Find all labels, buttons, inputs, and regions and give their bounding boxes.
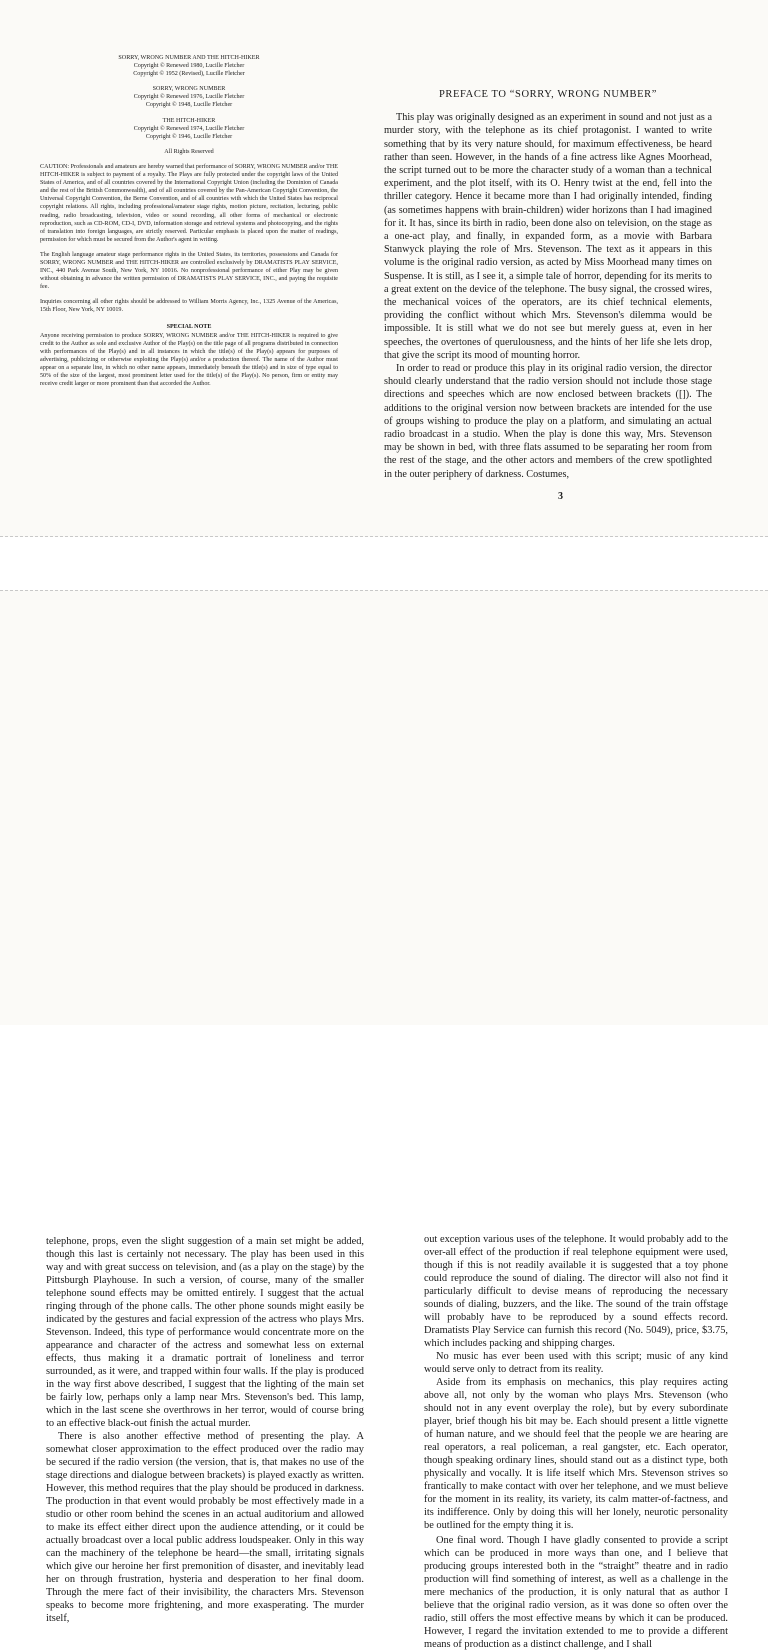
- copyright-line: Copyright © 1946, Lucille Fletcher: [145, 133, 233, 140]
- preface-continued-left: [46, 1235, 364, 1625]
- special-note-paragraph: Anyone receiving permission to produce SORRY, WRONG NUMBER and/or THE HITCH-HIKER is required to give credit to the Author as sole and exclusive Author of the Play(s) on the title page of all programs distributed in connection with performances of the Play(s) and in all instances in which the title(s) of the Play(s) appears for purposes of advertising, publicizing or otherwise exploiting the Play(s) and/or a production thereof. The name of the Author must appear on a separate line, in which no other name appears, immediately beneath the title(s) and in size of type equal to 50% of the size of the largest, most prominent letter used for the title(s) of the Play(s). No person, firm or entity may receive credit larger or more prominent than that accorded the Author.: [40, 332, 338, 388]
- copyright-block-2: [40, 85, 338, 109]
- preface-paragraph-1: This play was originally designed as an experiment in sound and not just as a murder story, with the telephone as its chief protagonist. I wanted to write something that by its very nature should, for maximum effectiveness, be heard rather than seen. However, in the hands of a fine actress like Agnes Moorhead, the script turned out to be more the character study of a woman than a technical experiment, and the plot itself, with its O. Henry twist at the end, fell into the thriller category. Hence it became more than I had originally intended, finding (as sometimes happens with brain-children) wider horizons than I had imagined for it. It has, since its birth in radio, been done also on television, on the stage as a one-act play, and finally, in expanded form, as a movie with Barbara Stanwyck playing the role of Mrs. Stevenson. The text as it appears in this volume is the original radio version, as acted by Miss Moorhead many times on Suspense. It is still, as I see it, a simple tale of horror, depending for its merits to a great extent on the device of the telephone. The busy signal, the crossed wires, the mechanical voices of the operators, are its chief technical elements, providing the conflict without which Mrs. Stevenson's dilemma would be impossible. It is still what we do not see but merely guess at, even in her speeches, the overtones of querulousness, and the hints of her life she lets drop, that give the script its mood of mounting horror.: [384, 112, 712, 361]
- preface-continued-right: [424, 1233, 728, 1651]
- copyright-block-3: [40, 117, 338, 141]
- special-note-heading: SPECIAL NOTE: [166, 323, 212, 330]
- page-bottom: [0, 590, 768, 1650]
- copyright-line: Copyright © 1948, Lucille Fletcher: [145, 102, 233, 109]
- copyright-line: Copyright © Renewed 1974, Lucille Fletcher: [133, 125, 245, 132]
- inquiries-paragraph: Inquiries concerning all other rights should be addressed to William Morris Agency, Inc., 1325 Avenue of the Americas, 15th Floor, New York, NY 10019.: [40, 299, 338, 314]
- page-gap: [0, 537, 768, 589]
- copyright-block-1: [40, 54, 338, 78]
- body-paragraph: There is also another effective method of presenting the play. A somewhat closer approximation to the effect produced over the radio may be secured if the radio version (the version, that is, that makes no use of the stage directions and dialogue between brackets) is played exactly as written. However, this method requires that the play should be produced in darkness. The production in that event would probably be most effectively made in a studio or other room behind the scenes in an actual auditorium and allowed to make its effect either direct upon the audience attending, or it could be actually broadcast over a local public address loudspeaker. Only in this way can the machinery of the telephone be heard—the small, irritating signals which give our heroine her first premonition of disaster, and inevitably lead her on through frustration, hysteria and desperation to her final doom. Through the mere fact of their invisibility, the characters Mrs. Stevenson speaks to become more frightening, and more exasperating. The murder itself,: [46, 1431, 364, 1624]
- copyright-line: Copyright © 1952 (Revised), Lucille Fletcher: [133, 71, 245, 78]
- copyright-line: THE HITCH-HIKER: [162, 117, 216, 124]
- page-top: [0, 0, 768, 537]
- page-number: 3: [558, 491, 563, 502]
- copyright-page: [40, 54, 338, 395]
- body-paragraph: No music has ever been used with this script; music of any kind would serve only to detract from its reality.: [424, 1351, 728, 1375]
- body-paragraph: telephone, props, even the slight suggestion of a main set might be added, though this last is certainly not necessary. The play has been used in this way and with great success on television, and (as a play on the stage) by the Pittsburgh Playhouse. In such a version, of course, many of the smaller telephone sound effects may be omitted entirely. I suggest that the actual ringing through of the phone calls. The other phone sounds might easily be indicated by the gestures and facial expression of the actress who plays Mrs. Stevenson. Indeed, this type of performance would concentrate more on the appearance and character of the actress and somewhat less on external effects, thus making it a dramatic portrait of loneliness and terror surrounded, as it were, and trapped within four walls. If the play is produced in the way first above described, I suggest that the lighting of the main set be fairly low, perhaps only a lamp near Mrs. Stevenson's bed. This lamp, which in the last scene she overthrows in her terror, would of course bring to an effective black-out finish the actual murder.: [46, 1236, 364, 1429]
- preface-page: [384, 88, 712, 481]
- copyright-line: Copyright © Renewed 1980, Lucille Fletcher: [133, 63, 245, 70]
- copyright-line: SORRY, WRONG NUMBER AND THE HITCH-HIKER: [118, 55, 260, 61]
- all-rights-reserved: All Rights Reserved: [164, 148, 214, 155]
- body-paragraph: One final word. Though I have gladly consented to provide a script which can be produced in more ways than one, and I believe that producing groups interested both in the “straight” theatre and in radio production will find something of interest, as well as a challenge in the mere mechanics of the production, it is only natural that as author I believe that the original radio version, as it was done so often over the radio, still offers the most effective means by which it can be produced. However, I regard the invitation extended to me to provide a different means of production as a distinct challenge, and I shall: [424, 1535, 728, 1650]
- amateur-rights-paragraph: The English language amateur stage performance rights in the United States, its territories, possessions and Canada for SORRY, WRONG NUMBER and THE HITCH-HIKER are controlled exclusively by DRAMATISTS PLAY SERVICE, INC., 440 Park Avenue South, New York, NY 10016. No nonprofessional performance of either Play may be given without obtaining in advance the written permission of DRAMATISTS PLAY SERVICE, INC., and paying the requisite fee.: [40, 251, 338, 291]
- preface-heading: PREFACE TO “SORRY, WRONG NUMBER”: [438, 89, 658, 100]
- body-paragraph: out exception various uses of the telephone. It would probably add to the over-all effect of the production if real telephone equipment were used, though if this is not readily available it is suggested that a toy phone could reproduce the sound of dialing. The director will also not find it particularly difficult to devise means of reproducing the necessary sounds of dialing, buzzers, and the like. The sound of the train offstage will probably have to be reproduced by a sound effects record. Dramatists Play Service can furnish this record (No. 5049), price, $3.75, which includes packing and shipping charges.: [424, 1234, 728, 1349]
- caution-paragraph: CAUTION: Professionals and amateurs are hereby warned that performance of SORRY, WRONG NUMBER and/or THE HITCH-HIKER is subject to payment of a royalty. The Plays are fully protected under the copyright laws of the United States of America, and of all countries covered by the International Copyright Union (including the Dominion of Canada and the rest of the British Commonwealth), and of all countries covered by the Pan-American Copyright Convention, the Universal Copyright Convention, the Berne Convention, and of all countries with which the United States has reciprocal copyright relations. All rights, including professional/amateur stage rights, motion picture, recitation, lecturing, public reading, radio broadcasting, television, video or sound recording, all other forms of mechanical or electronic reproduction, such as CD-ROM, CD-I, DVD, information storage and retrieval systems and photocopying, and the rights of translation into foreign languages, are strictly reserved. Particular emphasis is placed upon the matter of readings, permission for which must be secured from the Author's agent in writing.: [40, 163, 338, 243]
- preface-paragraph-2: In order to read or produce this play in its original radio version, the director should clearly understand that the radio version should not include those stage directions and speeches which are now enclosed between brackets ([]). The additions to the original version now between brackets are intended for the use of groups wishing to produce the play on a platform, and simulating an actual radio broadcast in a studio. When the play is done this way, Mrs. Stevenson may be shown in bed, with three flats assumed to be separating her room from the rest of the stage, and the other actors and members of the crew spotlighted in the outer periphery of darkness. Costumes,: [384, 363, 712, 480]
- body-paragraph: Aside from its emphasis on mechanics, this play requires acting above all, not only by the woman who plays Mrs. Stevenson (who should not in any event overplay the role), but by every subordinate player, brief though his bit may be. Each should present a little vignette of human nature, and we should feel that the people we are hearing are real operators, a real policeman, a real gangster, etc. Each operator, though speaking ordinary lines, should stand out as a distinct type, both physically and vocally. It is life itself which Mrs. Stevenson strives so frantically to make contact with over her telephone, and we must believe for the moment in its reality, its variety, its calm matter-of-factness, and its indifference. Only by doing this will her lonely, neurotic personality be outlined for the empty thing it is.: [424, 1377, 728, 1531]
- copyright-line: SORRY, WRONG NUMBER: [152, 86, 226, 93]
- copyright-line: Copyright © Renewed 1976, Lucille Fletcher: [133, 94, 245, 101]
